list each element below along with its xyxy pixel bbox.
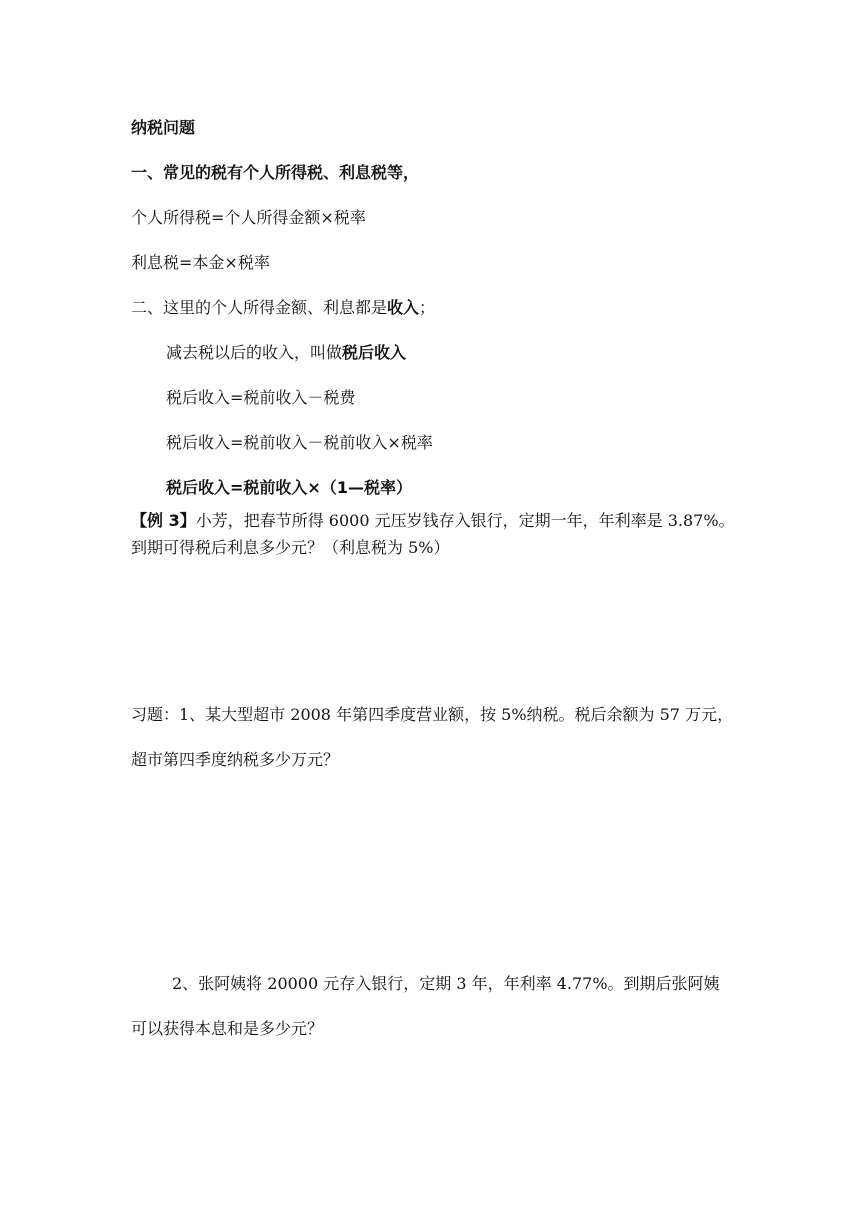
example-label: 【例 3】 <box>131 511 196 530</box>
exercise1-line-1: 习题：1、某大型超市 2008 年第四季度营业额，按 5%纳税。税后余额为 57 万元， <box>131 705 734 724</box>
section1-formula-income-tax: 个人所得税=个人所得金额×税率 <box>131 208 366 227</box>
section2-intro-suffix: ； <box>419 298 436 317</box>
section2-definition <box>166 343 406 363</box>
exercise1-line-2: 超市第四季度纳税多少万元？ <box>131 750 340 769</box>
section2-formula-1: 税后收入=税前收入－税费 <box>166 388 356 407</box>
section2-intro-prefix: 二、这里的个人所得金额、利息都是 <box>131 298 388 317</box>
section1-formula-interest-tax: 利息税=本金×税率 <box>131 253 270 272</box>
section1-heading: 一、常见的税有个人所得税、利息税等， <box>131 163 420 182</box>
example-line-1 <box>131 511 735 531</box>
section2-intro-bold: 收入 <box>387 298 420 317</box>
doc-title: 纳税问题 <box>131 118 196 137</box>
section2-definition-prefix: 减去税以后的收入，叫做 <box>166 343 343 362</box>
example-text-1: 小芳，把春节所得 6000 元压岁钱存入银行，定期一年，年利率是 3.87%。 <box>195 511 735 530</box>
section2-formula-2: 税后收入=税前收入－税前收入×税率 <box>166 433 433 452</box>
section2-intro <box>131 298 435 318</box>
exercise2-line-2: 可以获得本息和是多少元？ <box>131 1019 324 1038</box>
exercise2-line-1: 2、张阿姨将 20000 元存入银行，定期 3 年，年利率 4.77%。到期后张阿姨 <box>172 974 720 993</box>
section2-formula-3: 税后收入=税前收入×（1—税率） <box>166 478 412 497</box>
example-line-2: 到期可得税后利息多少元？（利息税为 5%） <box>131 538 450 557</box>
section2-definition-bold: 税后收入 <box>342 343 407 362</box>
